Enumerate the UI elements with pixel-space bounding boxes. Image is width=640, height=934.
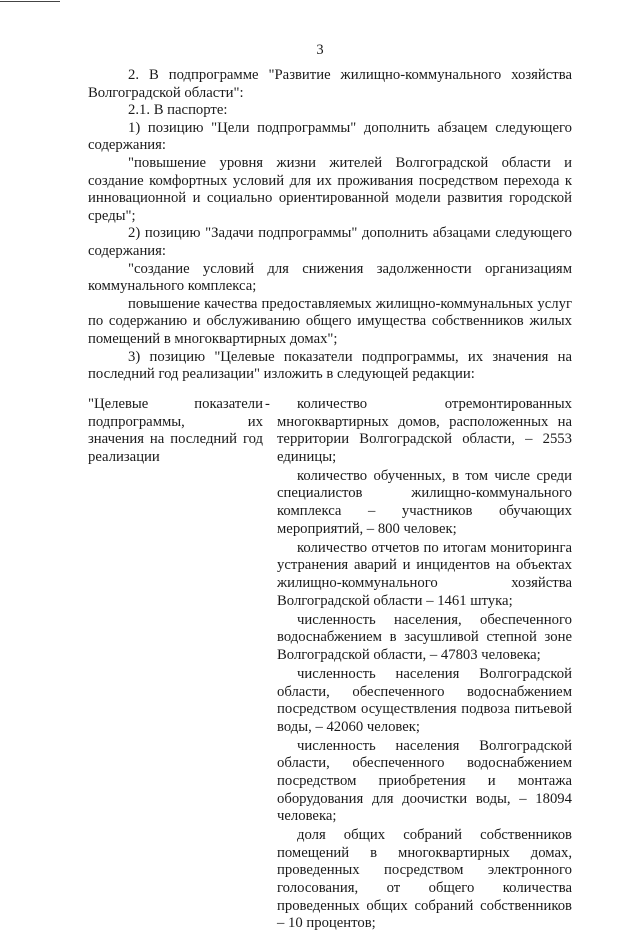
indicator-item: численность населения Волгоградской области, обеспеченного водоснабжением посредством осуществления подвоза питьевой воды, – 42060 человек; [277,665,572,735]
corner-rule [0,1,60,2]
indicators-values-cell [277,396,572,934]
label-dash: - [265,396,270,412]
paragraph-tasks-text-1: "создание условий для снижения задолженности организациям коммунального комплекса; [88,260,572,295]
paragraph-subprogram-heading: 2. В подпрограмме "Развитие жилищно-коммунального хозяйства Волгоградской области": [88,67,572,101]
indicator-item: доля общих собраний собственников помещений в многоквартирных домах, проведенных посредством электронного голосования, от общего количества проведенных общих собраний собственников – 10 процентов; [277,827,572,932]
paragraph-tasks-position: 2) позицию "Задачи подпрограммы" дополнить абзацами следующего содержания: [88,225,572,259]
indicator-item: количество обученных, в том числе среди специалистов жилищно-коммунального комплекса – участников обучающих мероприятий, – 800 человек; [277,467,572,537]
indicator-item: численность населения, обеспеченного водоснабжением в засушливой степной зоне Волгоградской области, – 47803 человека; [277,611,572,663]
indicator-item: количество отчетов по итогам мониторинга устранения аварий и инцидентов на объектах жилищно-коммунального хозяйства Волгоградской области – 1461 штука; [277,539,572,609]
indicators-label-cell [88,396,263,466]
document-body [88,67,572,384]
paragraph-goals-position: 1) позицию "Цели подпрограммы" дополнить абзацем следующего содержания: [88,119,572,154]
paragraph-goals-text: "повышение уровня жизни жителей Волгоградской области и создание комфортных условий для их проживания посредством перехода к инновационной и социально ориентированной модели развития городской среды"; [88,154,572,224]
page-number: 3 [316,42,324,58]
paragraph-tasks-text-2: повышение качества предоставляемых жилищно-коммунальных услуг по содержанию и обслуживанию общего имущества собственников жилых помещений в многоквартирных домах"; [88,295,572,347]
indicator-item: количество отремонтированных многоквартирных домов, расположенных на территории Волгоградской области, – 2553 единицы; [277,396,572,465]
indicators-label: "Целевые показатели подпрограммы, их значения на последний год реализации [88,396,263,465]
paragraph-passport: 2.1. В паспорте: [128,102,228,119]
paragraph-indicators-position: 3) позицию "Целевые показатели подпрограммы, их значения на последний год реализации" изложить в следующей редакции: [88,348,572,383]
indicator-item: численность населения Волгоградской области, обеспеченного водоснабжением посредством приобретения и монтажа оборудования для доочистки воды, – 18094 человека; [277,737,572,825]
